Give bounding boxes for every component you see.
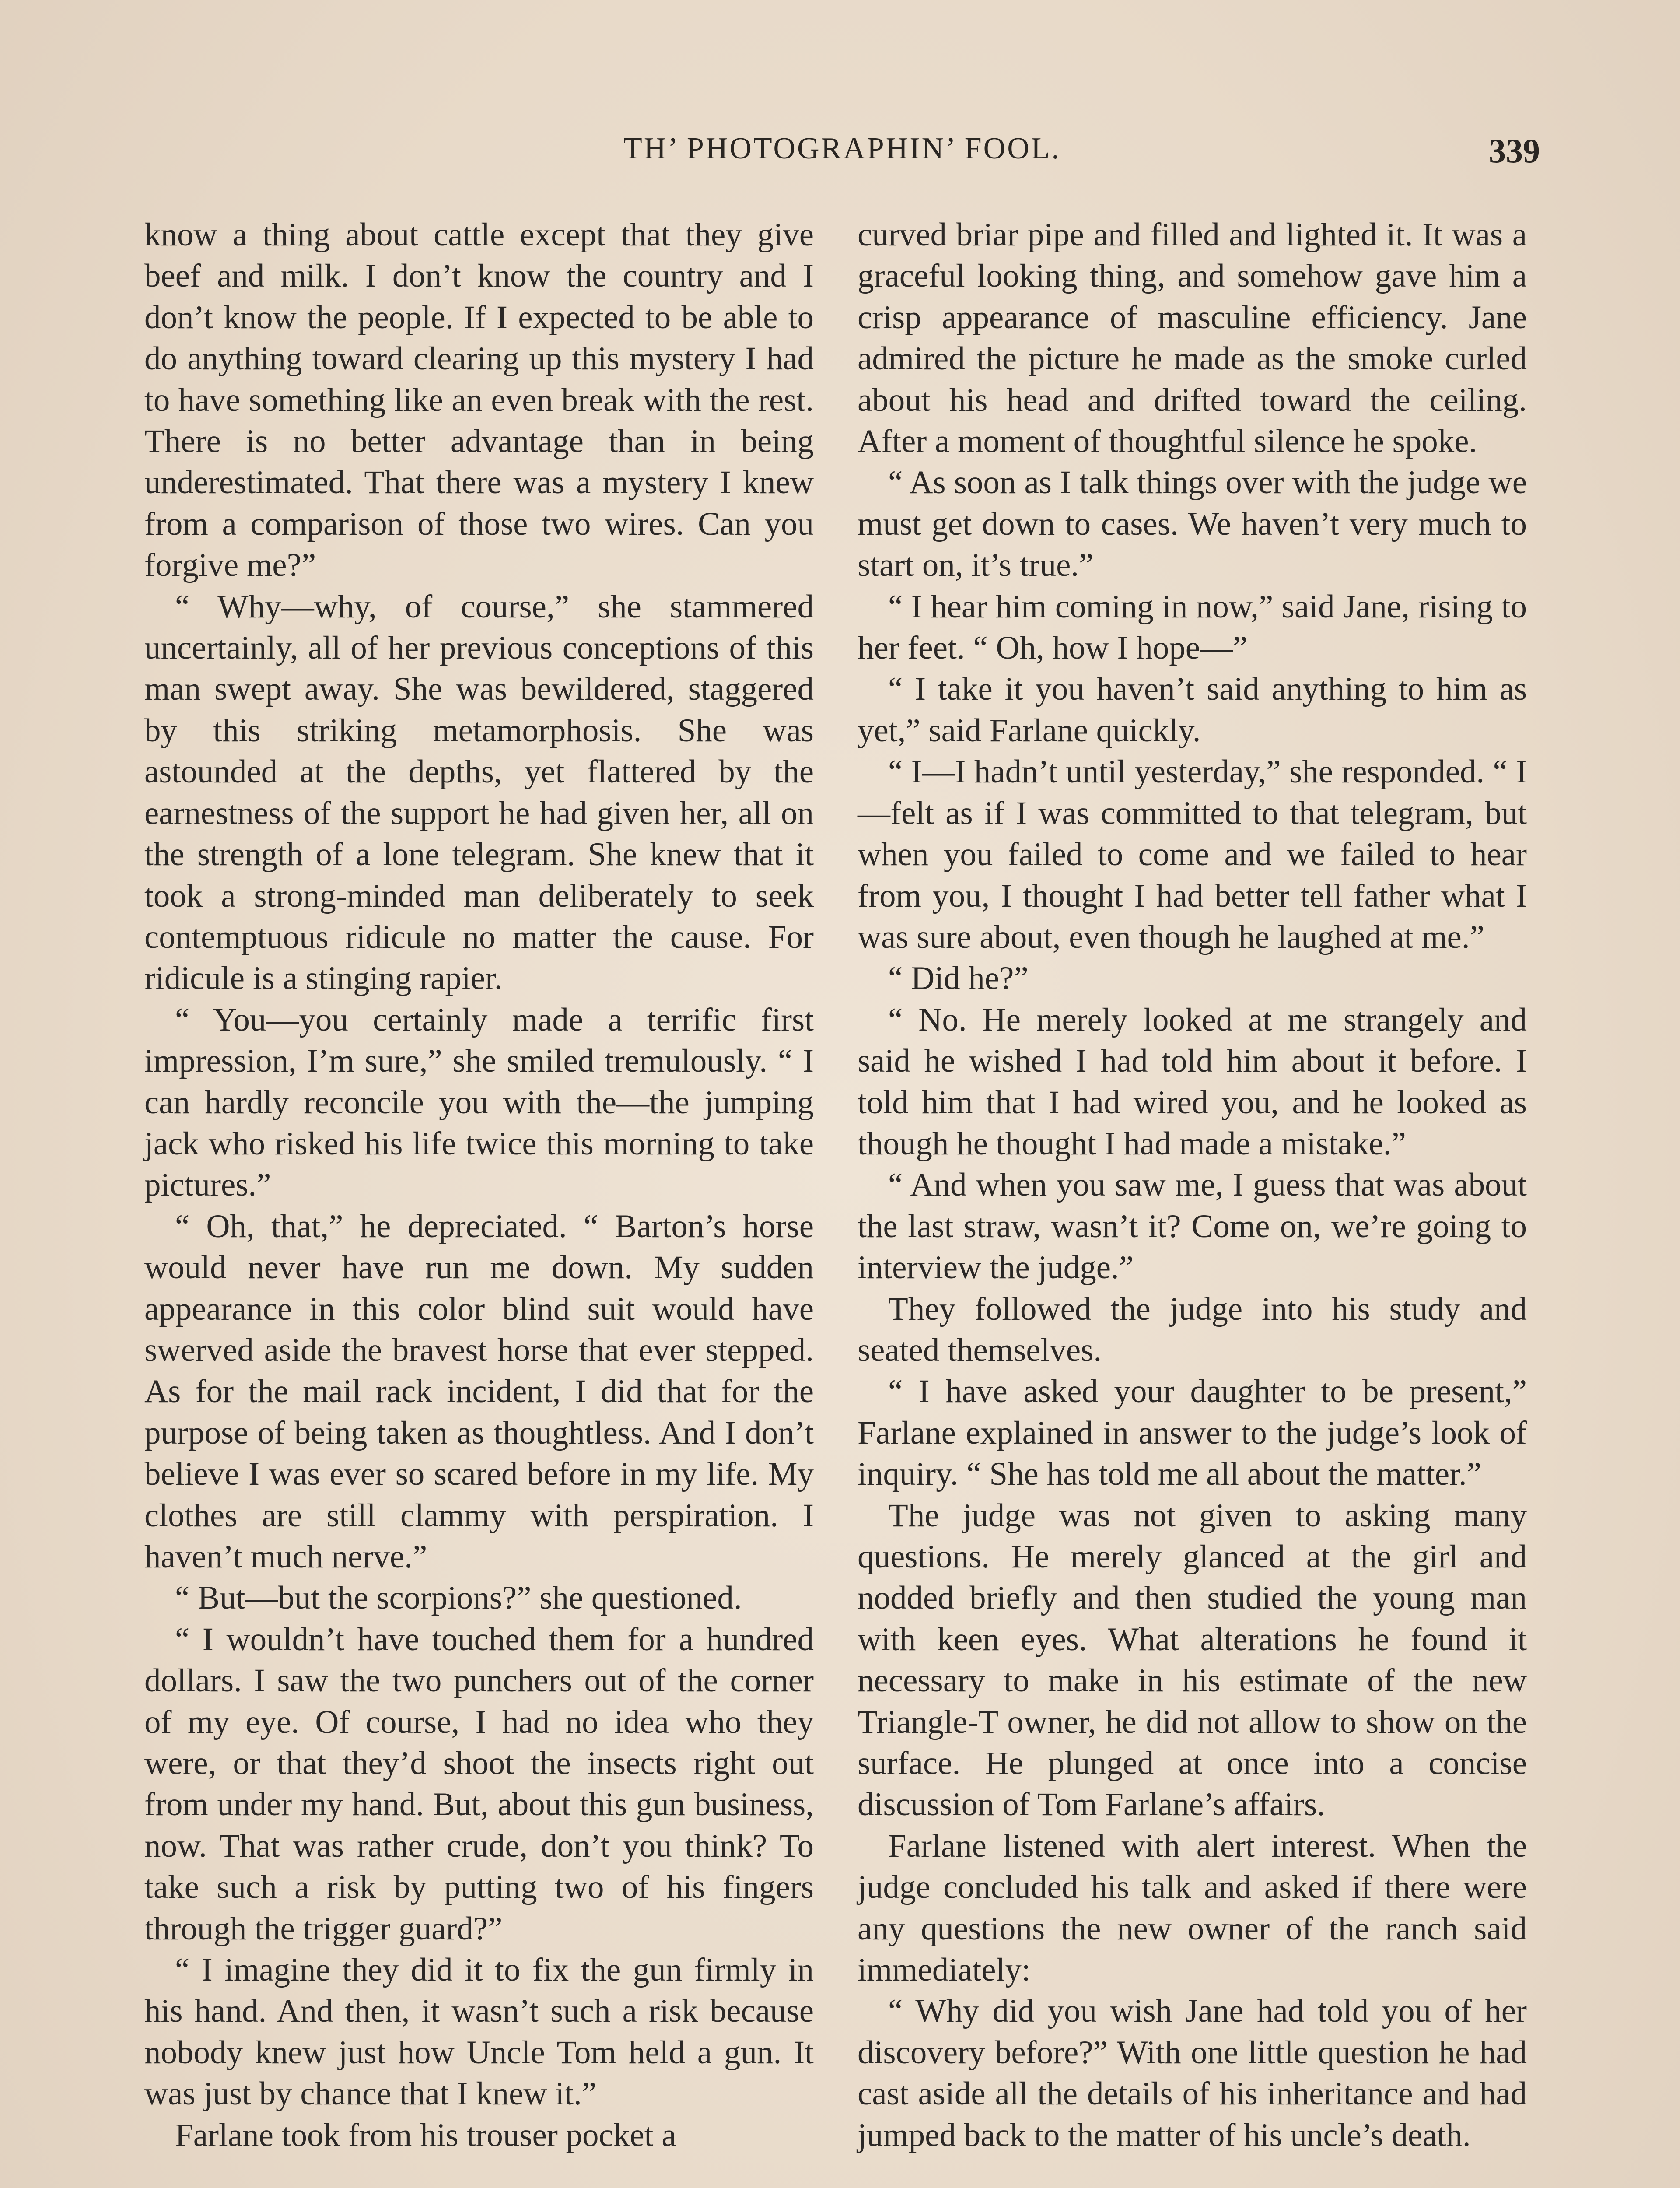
paragraph: Farlane took from his trouser pocket a <box>175 2117 676 2153</box>
paragraph: “ You—you certainly made a terrific first impression, I’m sure,” she smiled tremulously. “ I can hardly reconcile you with the—the jumping jack who risked his life twice this morning to take pictures.” <box>144 1001 814 1203</box>
paragraph: “ But—but the scorpions?” she questioned. <box>175 1580 742 1616</box>
left-column <box>144 214 814 2188</box>
right-column <box>858 214 1527 2188</box>
paragraph: “ I—I hadn’t until yesterday,” she responded. “ I—felt as if I was committed to that telegram, but when you failed to come and we failed to hear from you, I thought I had better tell father what I was sure about, even though he laughed at me.” <box>858 754 1527 955</box>
paragraph: They followed the judge into his study and seated themselves. <box>858 1290 1527 1368</box>
running-title: TH’ PHOTOGRAPHIN’ FOOL. <box>623 132 1061 165</box>
paragraph: “ Oh, that,” he depreciated. “ Barton’s horse would never have run me down. My sudden appearance in this color blind suit would have swerved aside the bravest horse that ever stepped. As for the mail rack incident, I did that for the purpose of being taken as thoughtless. And I don’t believe I was ever so scared before in my life. My clothes are still clammy with perspiration. I haven’t much nerve.” <box>144 1208 814 1575</box>
paragraph: The judge was not given to asking many questions. He merely glanced at the girl and nodded briefly and then studied the young man with keen eyes. What alterations he found it necessary to make in his estimate of the new Triangle-T owner, he did not allow to show on the surface. He plunged at once into a concise discussion of Tom Farlane’s affairs. <box>858 1497 1527 1823</box>
paragraph: “ I have asked your daughter to be present,” Farlane explained in answer to the judge’s look of inquiry. “ She has told me all about the matter.” <box>858 1373 1527 1493</box>
paragraph: “ I wouldn’t have touched them for a hundred dollars. I saw the two punchers out of the corner of my eye. Of course, I had no idea who they were, or that they’d shoot the insects right out from under my hand. But, about this gun business, now. That was rather crude, don’t you think? To take such a risk by putting two of his fingers through the trigger guard?” <box>144 1621 814 1947</box>
paragraph: “ No. He merely looked at me strangely and said he wished I had told him about it before. I told him that I had wired you, and he looked as though he thought I had made a mistake.” <box>858 1001 1527 1162</box>
page-number: 339 <box>1489 132 1540 170</box>
paragraph: “ Did he?” <box>888 960 1029 997</box>
paragraph: Farlane listened with alert interest. When the judge concluded his talk and asked if there were any questions the new owner of the ranch said immediately: <box>858 1827 1527 1988</box>
paragraph: “ And when you saw me, I guess that was about the last straw, wasn’t it? Come on, we’re going to interview the judge.” <box>858 1167 1527 1286</box>
paragraph: “ I hear him coming in now,” said Jane, rising to her feet. “ Oh, how I hope—” <box>858 588 1527 666</box>
paragraph: “ I take it you haven’t said anything to him as yet,” said Farlane quickly. <box>858 671 1527 749</box>
paragraph: “ As soon as I talk things over with the judge we must get down to cases. We haven’t very much to start on, it’s true.” <box>858 464 1527 584</box>
paragraph: “ I imagine they did it to fix the gun firmly in his hand. And then, it wasn’t such a risk because nobody knew just how Uncle Tom held a gun. It was just by chance that I knew it.” <box>144 1952 814 2112</box>
paragraph: “ Why—why, of course,” she stammered uncertainly, all of her previous conceptions of this man swept away. She was bewildered, staggered by this striking metamorphosis. She was astounded at the depths, yet flattered by the earnestness of the support he had given her, all on the strength of a lone telegram. She knew that it took a strong-minded man deliberately to seek contemptuous ridicule no matter the cause. For ridicule is a stinging rapier. <box>144 588 814 997</box>
paragraph: know a thing about cattle except that they give beef and milk. I don’t know the country and I don’t know the people. If I expected to be able to do anything toward clearing up this mystery I had to have something like an even break with the rest. There is no better advantage than in being underestimated. That there was a mystery I knew from a comparison of those two wires. Can you forgive me?” <box>144 217 814 584</box>
running-head <box>144 131 1540 179</box>
paragraph: “ Why did you wish Jane had told you of her discovery before?” With one little question he had cast aside all the details of his inheritance and had jumped back to the matter of his uncle’s death. <box>858 1993 1527 2153</box>
paragraph: curved briar pipe and filled and lighted it. It was a graceful looking thing, and somehow gave him a crisp appearance of masculine efficiency. Jane admired the picture he made as the smoke curled about his head and drifted toward the ceiling. After a moment of thoughtful silence he spoke. <box>858 217 1527 460</box>
